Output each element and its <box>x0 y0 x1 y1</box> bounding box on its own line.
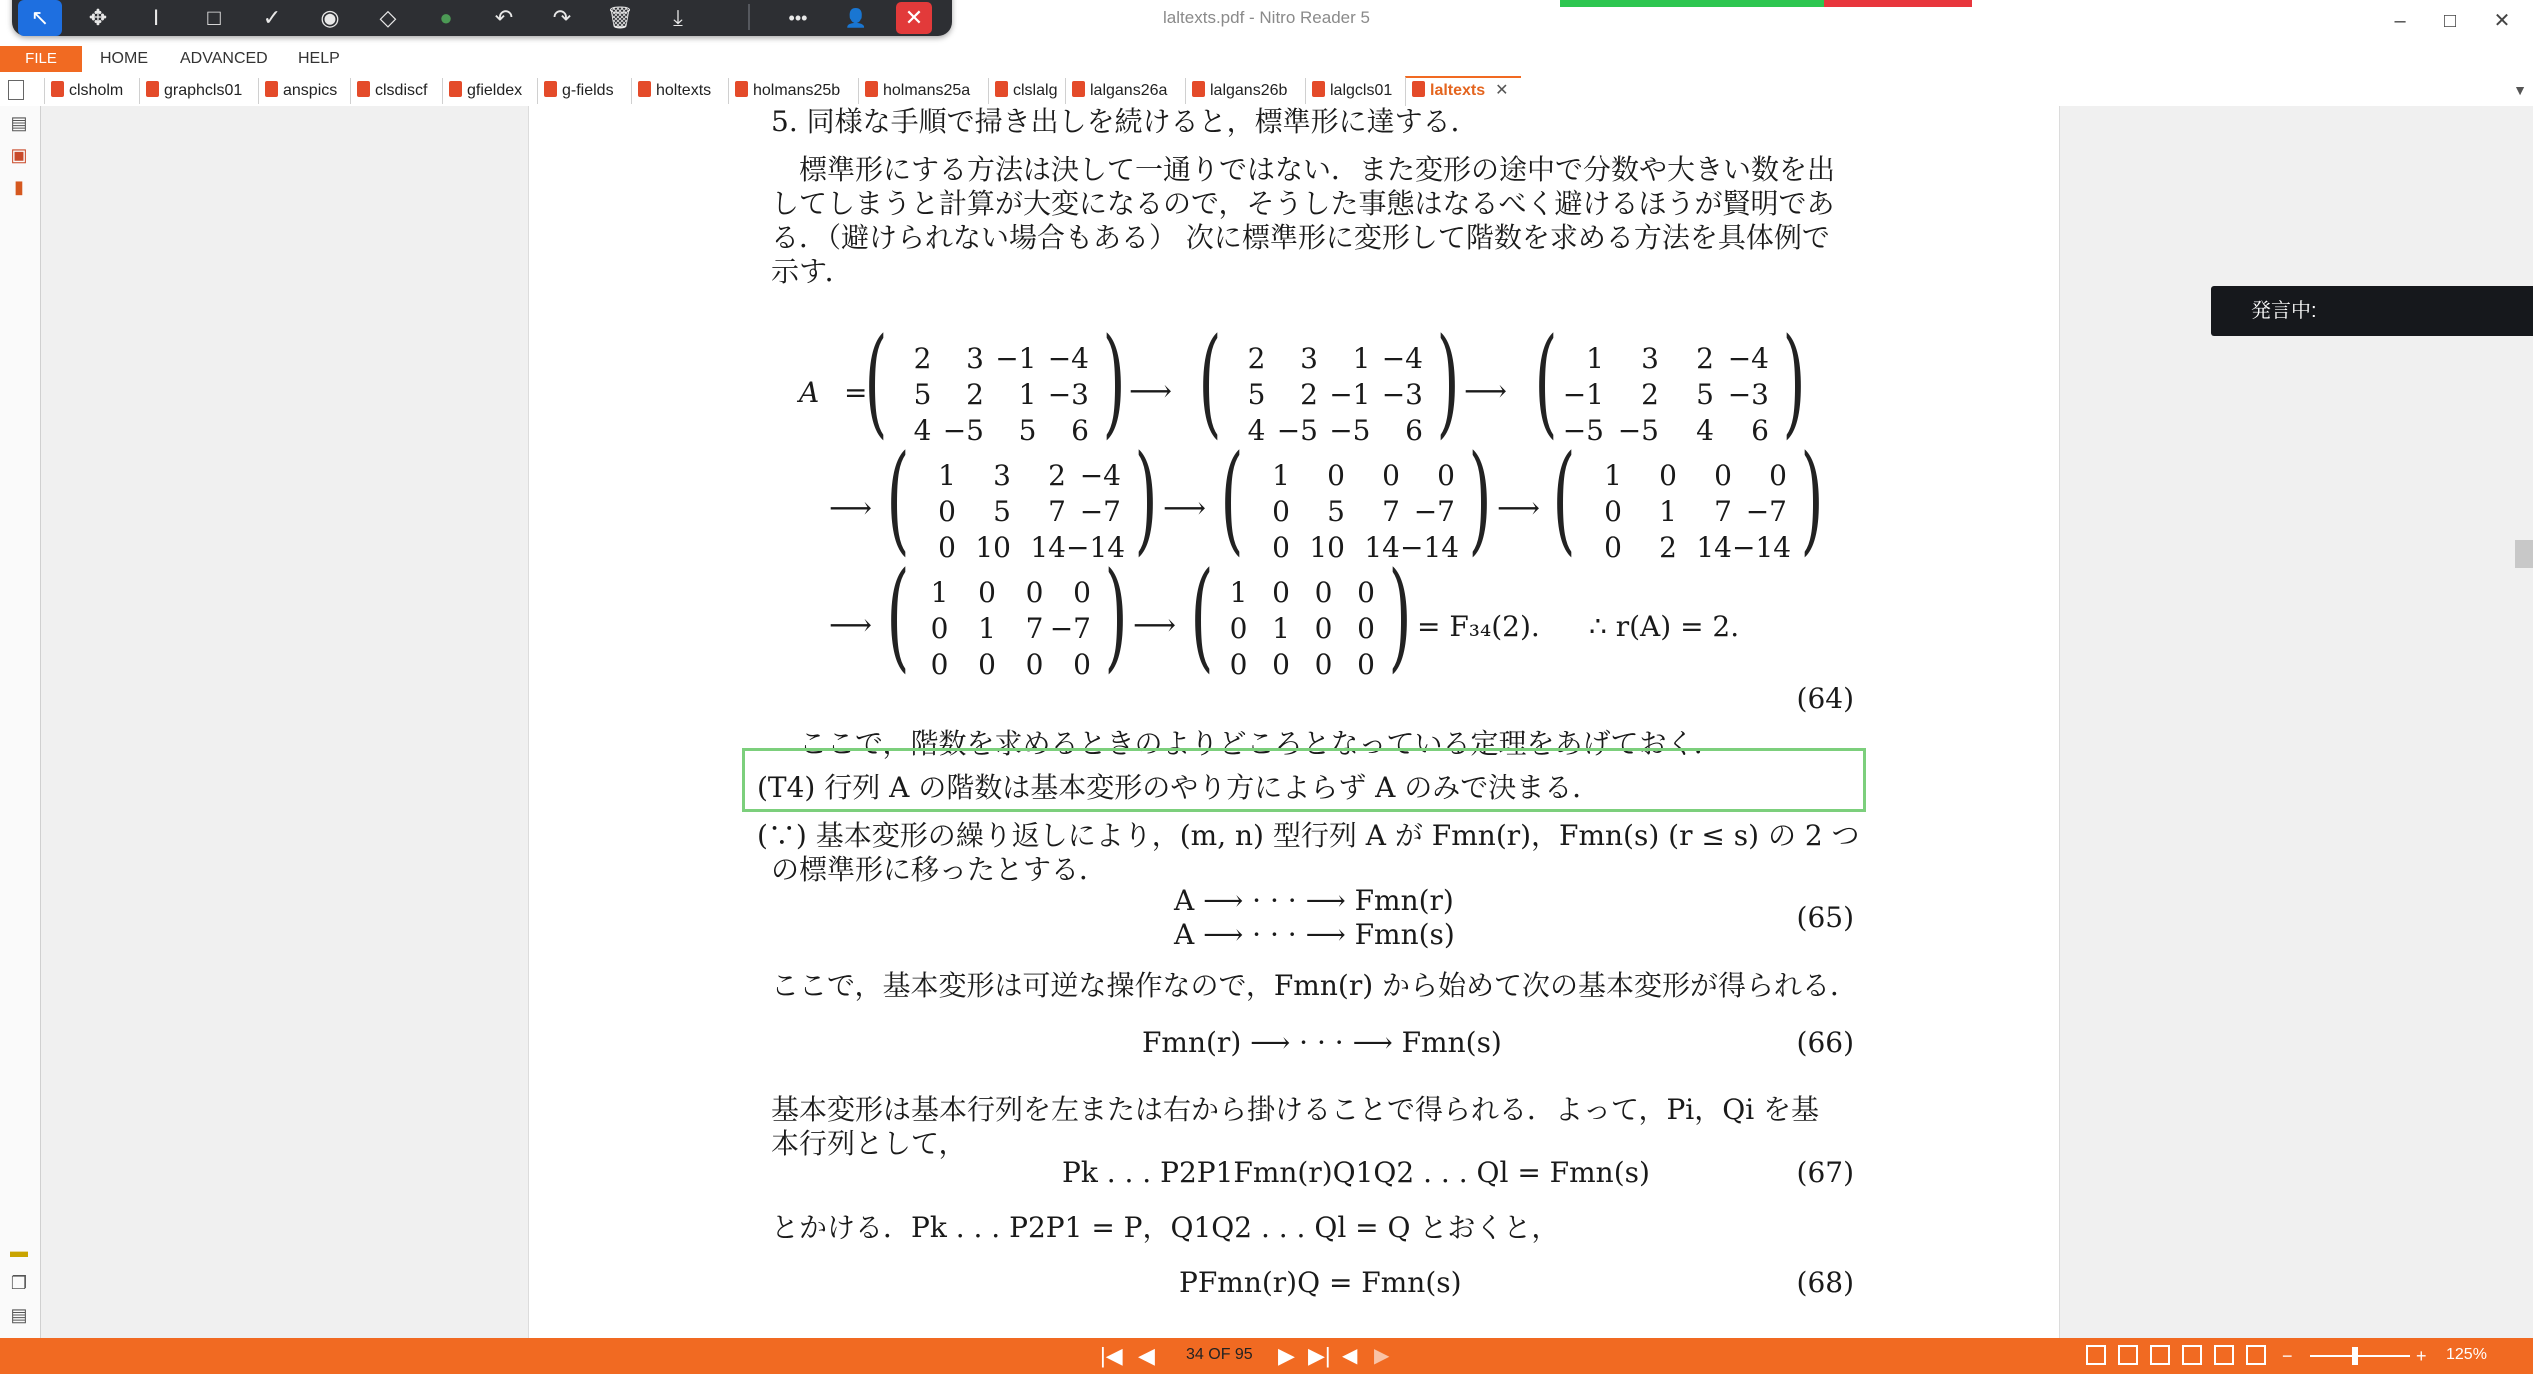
matrix-cell: 5 <box>993 495 1011 528</box>
window-title: laltexts.pdf - Nitro Reader 5 <box>1163 8 1370 27</box>
equation-number: (67) <box>1796 1156 1854 1189</box>
facing-view-icon[interactable] <box>2150 1345 2170 1365</box>
matrix-cell: 14 <box>1030 531 1066 564</box>
matrix-cell: −3 <box>1047 378 1089 411</box>
fit-page-icon[interactable] <box>2214 1345 2234 1365</box>
menu-advanced[interactable]: ADVANCED <box>180 50 268 67</box>
stamp-tool-icon[interactable]: ◉ <box>320 5 340 30</box>
matrix-cell: 1 <box>930 576 949 609</box>
matrix-right-paren: ) <box>1436 312 1460 450</box>
matrix-cell: 0 <box>1604 495 1622 528</box>
matrix-cell: 2 <box>1048 459 1066 492</box>
result-text: = F₃₄(2). <box>1417 610 1540 643</box>
pdf-icon <box>51 81 64 97</box>
matrix-cell: 6 <box>1751 414 1769 447</box>
select-tool-icon[interactable]: ↖ <box>18 0 62 36</box>
tab-list-chevron-down-icon[interactable]: ▼ <box>2513 82 2527 98</box>
arrow: ⟶ <box>829 491 873 526</box>
equation-number: (65) <box>1796 901 1854 934</box>
matrix-left-paren: ( <box>1552 429 1576 567</box>
zoom-slider-track[interactable] <box>2310 1355 2410 1357</box>
menu-help[interactable]: HELP <box>298 50 340 67</box>
tab-g-fields[interactable]: g-fields <box>537 78 631 104</box>
equation-line: PFmn(r)Q = Fmn(s) <box>1179 1266 1462 1299</box>
left-sidebar <box>0 106 41 1338</box>
matrix-cell: 1 <box>978 612 996 645</box>
menu-home[interactable]: HOME <box>100 50 148 67</box>
matrix-cell: 0 <box>1073 648 1091 681</box>
matrix-cell: −5 <box>942 414 984 447</box>
matrix-cell: 2 <box>1659 531 1677 564</box>
matrix-left-paren: ( <box>1190 546 1214 684</box>
matrix-cell: 4 <box>1247 414 1266 447</box>
check-tool-icon[interactable]: ✓ <box>262 5 282 30</box>
matrix-cell: 0 <box>1382 459 1400 492</box>
user-settings-icon[interactable]: 👤 <box>844 8 868 28</box>
next-page-button[interactable]: ▶ <box>1278 1343 1295 1368</box>
matrix-cell: 0 <box>930 612 949 645</box>
redo-icon[interactable]: ↷ <box>552 5 572 30</box>
matrix-cell: 0 <box>1025 648 1044 681</box>
matrix-left-paren: ( <box>1198 312 1222 450</box>
matrix-right-paren: ) <box>1782 312 1806 450</box>
matrix-cell: −7 <box>1745 495 1787 528</box>
matrix-cell: 5 <box>913 378 932 411</box>
tab-holmans25b[interactable]: holmans25b <box>728 78 858 104</box>
matrix-right-paren: ) <box>1800 429 1824 567</box>
matrix-cell: 0 <box>1025 576 1044 609</box>
menu-file[interactable]: FILE <box>0 46 82 72</box>
zoom-in-button[interactable]: + <box>2416 1346 2427 1366</box>
pdf-icon <box>449 81 462 97</box>
matrix-right-paren: ) <box>1388 546 1412 684</box>
matrix-cell: 7 <box>1714 495 1732 528</box>
matrix-cell: −5 <box>1276 414 1318 447</box>
tab-clsdiscf[interactable]: clsdiscf <box>350 78 442 104</box>
arrow: ⟶ <box>1129 374 1173 409</box>
color-picker-icon[interactable]: ● <box>439 5 453 30</box>
equation-line: A ⟶ · · · ⟶ Fmn(s) <box>1174 918 1455 951</box>
matrix-cell: 1 <box>1018 378 1037 411</box>
tab-anspics[interactable]: anspics <box>258 78 350 104</box>
single-page-view-icon[interactable] <box>2086 1345 2106 1365</box>
page-counter[interactable]: 34 OF 95 <box>1186 1346 1253 1363</box>
last-page-button[interactable]: ▶| <box>1308 1343 1331 1368</box>
matrix-cell: 3 <box>1300 342 1318 375</box>
matrix-cell: 14 <box>1364 531 1400 564</box>
meeting-status-green <box>1560 0 1824 7</box>
matrix-cell: 1 <box>1272 612 1290 645</box>
facing-continuous-view-icon[interactable] <box>2182 1345 2202 1365</box>
matrix-left-paren: ( <box>886 429 910 567</box>
matrix-cell: −1 <box>995 342 1037 375</box>
matrix-cell: 1 <box>1659 495 1677 528</box>
matrix-cell: 0 <box>1714 459 1732 492</box>
matrix-cell: 1 <box>1604 459 1622 492</box>
matrix-cell: 0 <box>1357 612 1375 645</box>
matrix-cell: −4 <box>1727 342 1769 375</box>
matrix-cell: 2 <box>1696 342 1714 375</box>
pdf-icon <box>357 81 370 97</box>
text-line: る．（避けられない場合もある） 次に標準形に変形して階数を求める方法を具体例で <box>771 221 1830 254</box>
matrix-cell: 0 <box>978 576 996 609</box>
matrix-cell: 4 <box>1696 414 1714 447</box>
rectangle-tool-icon[interactable]: □ <box>207 5 221 30</box>
pdf-icon <box>1192 81 1205 97</box>
matrix-cell: 0 <box>930 648 949 681</box>
matrix-cell: −5 <box>1329 414 1371 447</box>
close-window-button[interactable]: ✕ <box>2493 10 2511 32</box>
text-line: してしまうと計算が大変になるので，そうした事態はなるべく避けるほうが賢明であ <box>771 187 1835 220</box>
text-line: (∵) 基本変形の繰り返しにより，(m, n) 型行列 A が Fmn(r)，Fmn(s) (r ≤ s) の 2 つ <box>757 819 1860 852</box>
matrix-cell: 7 <box>1382 495 1400 528</box>
matrix-cell: 3 <box>1641 342 1659 375</box>
matrix-3 <box>1534 312 1806 450</box>
equation-number: (68) <box>1796 1266 1854 1299</box>
matrix-cell: −14 <box>1400 531 1460 564</box>
matrix-cell: 0 <box>1272 531 1290 564</box>
matrix-cell: 0 <box>1314 576 1333 609</box>
text-tool-icon[interactable]: I <box>152 5 160 30</box>
matrix-cell: 0 <box>1604 531 1622 564</box>
close-toolbar-button[interactable]: ✕ <box>896 2 932 34</box>
matrix-left-paren: ( <box>864 312 888 450</box>
meeting-status-red <box>1824 0 1972 7</box>
pdf-icon <box>865 81 878 97</box>
tab-clsholm[interactable]: clsholm <box>44 78 139 104</box>
matrix-cell: 0 <box>1272 648 1290 681</box>
text-line: ここで，階数を求めるときのよりどころとなっている定理をあげておく． <box>799 727 1722 760</box>
tab-lalgans26b[interactable]: lalgans26b <box>1185 78 1305 104</box>
matrix-cell: 3 <box>993 459 1011 492</box>
matrix-cell: −7 <box>1079 495 1121 528</box>
toolbar-separator <box>748 4 750 30</box>
pdf-icon <box>1312 81 1325 97</box>
equals-sign: = <box>844 376 868 409</box>
text-line: 基本変形は基本行列を左または右から掛けることで得られる．よって，Pi，Qi を基 <box>771 1093 1820 1126</box>
matrix-cell: 0 <box>938 495 956 528</box>
tab-clslalg[interactable]: clslalg <box>988 78 1065 104</box>
matrix-cell: 2 <box>1300 378 1318 411</box>
rank-result: ∴ r(A) = 2. <box>1589 610 1740 643</box>
matrix-cell: 0 <box>1659 459 1677 492</box>
matrix-cell: −5 <box>1562 414 1604 447</box>
matrix-cell: 6 <box>1071 414 1089 447</box>
minimize-button[interactable]: – <box>2394 10 2406 32</box>
tab-lalgcls01[interactable]: lalgcls01 <box>1305 78 1405 104</box>
continuous-view-icon[interactable] <box>2118 1345 2138 1365</box>
arrow: ⟶ <box>1497 491 1541 526</box>
arrow: ⟶ <box>1133 608 1177 643</box>
speaking-indicator: 発言中: <box>2211 286 2533 336</box>
matrix-cell: −4 <box>1079 459 1121 492</box>
matrix-cell: −3 <box>1381 378 1423 411</box>
pdf-icon <box>544 81 557 97</box>
equation-number: (64) <box>1796 682 1854 715</box>
tab-graphcls01[interactable]: graphcls01 <box>139 78 258 104</box>
matrix-left-paren: ( <box>1220 429 1244 567</box>
matrix-cell: −3 <box>1727 378 1769 411</box>
matrix-label-A: A <box>799 376 820 409</box>
matrix-cell: 5 <box>1327 495 1345 528</box>
equation-line: Pk . . . P2P1Fmn(r)Q1Q2 . . . Ql = Fmn(s) <box>1062 1156 1650 1189</box>
text-line: とかける．Pk . . . P2P1 = P，Q1Q2 . . . Ql = Q とおくと， <box>771 1211 1560 1244</box>
text-line: ここで，基本変形は可逆な操作なので，Fmn(r) から始めて次の基本変形が得られる． <box>771 969 1859 1002</box>
zoom-out-button[interactable]: − <box>2282 1346 2293 1366</box>
more-icon[interactable]: ••• <box>788 8 808 28</box>
pdf-page <box>528 106 2060 1338</box>
matrix-cell: 0 <box>1357 648 1375 681</box>
matrix-cell: 1 <box>1229 576 1248 609</box>
matrix-6 <box>1552 429 1824 567</box>
status-bar <box>0 1338 2533 1374</box>
equation-line: Fmn(r) ⟶ · · · ⟶ Fmn(s) <box>1142 1026 1502 1059</box>
pdf-icon <box>995 81 1008 97</box>
matrix-cell: −5 <box>1617 414 1659 447</box>
matrix-cell: 1 <box>938 459 956 492</box>
matrix-cell: 10 <box>975 531 1011 564</box>
matrix-cell: 1 <box>1352 342 1371 375</box>
zoom-level[interactable]: 125% <box>2446 1346 2487 1363</box>
pages-panel-icon[interactable]: ▤ <box>10 113 28 133</box>
equation-line: A ⟶ · · · ⟶ Fmn(r) <box>1174 884 1454 917</box>
equation-number: (66) <box>1796 1026 1854 1059</box>
page-content <box>529 106 2059 1338</box>
matrix-cell: 1 <box>1586 342 1604 375</box>
matrix-left-paren: ( <box>1534 312 1558 450</box>
menu-bar <box>0 46 2533 72</box>
matrix-cell: 2 <box>966 378 984 411</box>
matrix-right-paren: ) <box>1134 429 1158 567</box>
layers-icon[interactable]: ❐ <box>10 1273 28 1293</box>
text-line: 標準形にする方法は決して一通りではない．また変形の途中で分数や大きい数を出 <box>799 153 1836 186</box>
text-line: 示す． <box>771 255 853 288</box>
matrix-cell: −14 <box>1732 531 1792 564</box>
matrix-cell: −7 <box>1049 612 1091 645</box>
matrix-right-paren: ) <box>1102 312 1126 450</box>
matrix-cell: 0 <box>1229 612 1248 645</box>
matrix-cell: 5 <box>1247 378 1266 411</box>
matrix-cell: 4 <box>913 414 932 447</box>
pdf-icon <box>735 81 748 97</box>
delete-icon[interactable]: 🗑 <box>606 5 634 30</box>
undo-icon[interactable]: ↶ <box>494 5 514 30</box>
matrix-cell: −14 <box>1066 531 1126 564</box>
matrix-cell: −7 <box>1413 495 1455 528</box>
matrix-cell: −4 <box>1381 342 1423 375</box>
matrix-cell: 0 <box>1357 576 1375 609</box>
matrix-right-paren: ) <box>1104 546 1128 684</box>
attachments-icon[interactable]: ▣ <box>10 145 28 165</box>
arrow: ⟶ <box>1163 491 1207 526</box>
maximize-button[interactable]: □ <box>2443 10 2457 32</box>
bookmarks-icon[interactable]: ▮ <box>14 177 24 197</box>
matrix-cell: 2 <box>1247 342 1266 375</box>
save-icon[interactable]: ⤓ <box>673 5 683 30</box>
forward-view-icon[interactable]: ▶ <box>1374 1345 1390 1367</box>
matrix-cell: 0 <box>938 531 956 564</box>
matrix-cell: 2 <box>1641 378 1659 411</box>
tab-holmans25a[interactable]: holmans25a <box>858 78 988 104</box>
pdf-icon <box>146 81 159 97</box>
vertical-scrollbar-thumb[interactable] <box>2515 540 2533 568</box>
tab-holtexts[interactable]: holtexts <box>631 78 728 104</box>
matrix-5 <box>1220 429 1492 567</box>
matrix-cell: 0 <box>1229 648 1248 681</box>
matrix-cell: 0 <box>1769 459 1787 492</box>
matrix-cell: 5 <box>1018 414 1037 447</box>
first-page-button[interactable]: |◀ <box>1100 1343 1123 1368</box>
matrix-cell: 10 <box>1309 531 1345 564</box>
matrix-cell: −1 <box>1562 378 1604 411</box>
pdf-icon <box>1412 81 1425 97</box>
tab-close-icon[interactable]: ✕ <box>1495 82 1509 99</box>
matrix-cell: 3 <box>966 342 984 375</box>
matrix-cell: 5 <box>1696 378 1714 411</box>
pdf-icon <box>265 81 278 97</box>
previous-page-button[interactable]: ◀ <box>1138 1343 1155 1368</box>
matrix-cell: −4 <box>1047 342 1089 375</box>
tab-gfieldex[interactable]: gfieldex <box>442 78 537 104</box>
matrix-cell: 7 <box>1025 612 1044 645</box>
matrix-left-paren: ( <box>886 546 910 684</box>
eraser-tool-icon[interactable]: ◇ <box>379 5 397 30</box>
arrow: ⟶ <box>1464 374 1508 409</box>
comments-icon[interactable]: ▬ <box>10 1241 28 1261</box>
arrow: ⟶ <box>829 608 873 643</box>
zoom-slider-handle[interactable] <box>2352 1347 2358 1365</box>
matrix-cell: 0 <box>1272 495 1290 528</box>
matrix-cell: 0 <box>1314 648 1333 681</box>
matrix-cell: 6 <box>1405 414 1423 447</box>
matrix-cell: 0 <box>1327 459 1345 492</box>
text-line: の標準形に移ったとする． <box>771 853 1108 886</box>
pdf-icon <box>638 81 651 97</box>
matrix-cell: 2 <box>913 342 932 375</box>
pan-tool-icon[interactable]: ✥ <box>88 5 108 30</box>
output-icon[interactable]: ▤ <box>10 1305 28 1325</box>
text-line: 5. 同様な手順で掃き出しを続けると，標準形に達する． <box>771 105 1479 138</box>
theorem-t4: (T4) 行列 A の階数は基本変形のやり方によらず A のみで決まる． <box>757 771 1601 804</box>
new-document-icon[interactable] <box>8 80 24 100</box>
text-line: 本行列として， <box>771 1127 967 1160</box>
document-viewer[interactable] <box>41 106 2533 1338</box>
pdf-icon <box>1072 81 1085 97</box>
back-view-icon[interactable]: ◀ <box>1342 1345 1358 1367</box>
matrix-cell: 0 <box>978 648 996 681</box>
matrix-cell: 0 <box>1073 576 1091 609</box>
matrix-cell: 14 <box>1696 531 1732 564</box>
matrix-cell: 1 <box>1272 459 1290 492</box>
tab-laltexts[interactable]: laltexts ✕ <box>1405 76 1521 106</box>
tab-lalgans26a[interactable]: lalgans26a <box>1065 78 1185 104</box>
matrix-cell: 7 <box>1048 495 1066 528</box>
annotation-toolbar <box>12 0 952 36</box>
matrix-cell: 0 <box>1272 576 1290 609</box>
matrix-cell: −1 <box>1329 378 1371 411</box>
matrix-right-paren: ) <box>1468 429 1492 567</box>
matrix-cell: 0 <box>1314 612 1333 645</box>
matrix-cell: 0 <box>1437 459 1455 492</box>
fit-width-icon[interactable] <box>2246 1345 2266 1365</box>
